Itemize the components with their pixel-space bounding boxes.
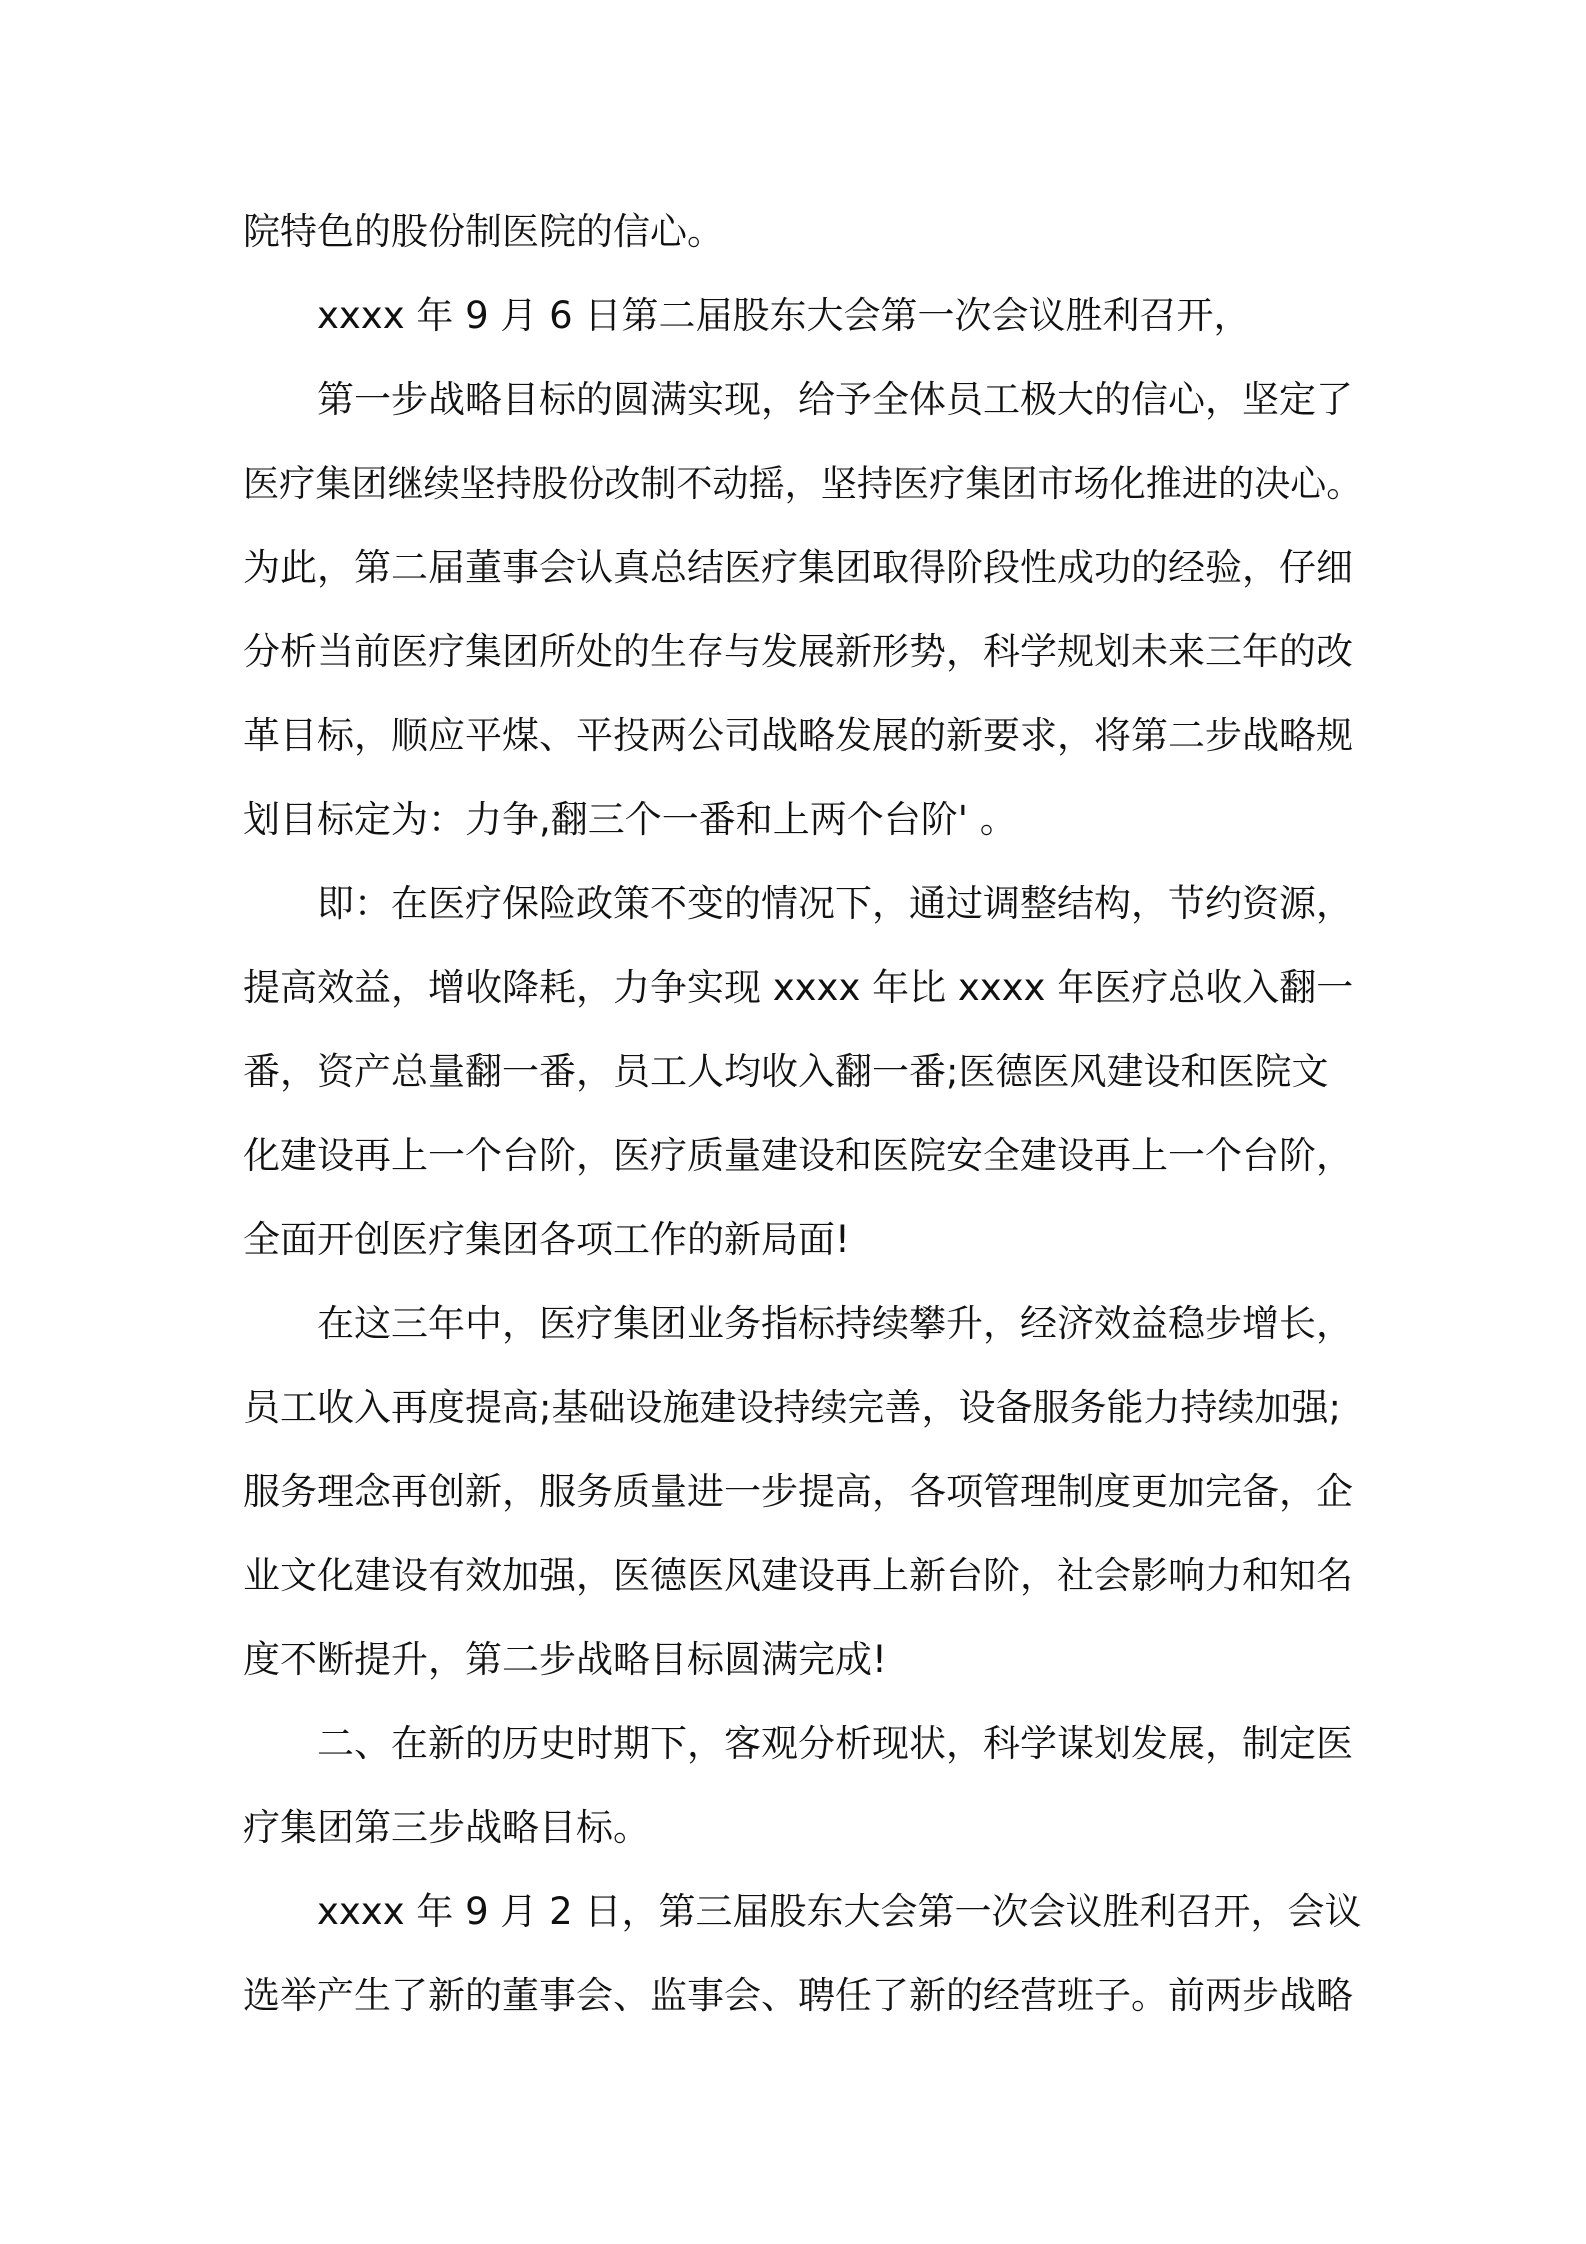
- text-line: xxxx 年 9 月 6 日第二届股东大会第一次会议胜利召开，: [317, 294, 1251, 337]
- text-line: 即：在医疗保险政策不变的情况下，通过调整结构，节约资源，: [317, 882, 1353, 925]
- text-line: 业文化建设有效加强，医德医风建设再上新台阶，社会影响力和知名: [243, 1554, 1353, 1597]
- text-line: 番，资产总量翻一番，员工人均收入翻一番;医德医风建设和医院文: [243, 1050, 1329, 1093]
- text-line: 员工收入再度提高;基础设施建设持续完善，设备服务能力持续加强;: [243, 1386, 1341, 1429]
- text-line: 全面开创医疗集团各项工作的新局面!: [243, 1218, 850, 1261]
- text-line: 第一步战略目标的圆满实现，给予全体员工极大的信心，坚定了: [317, 378, 1353, 421]
- text-line: 医疗集团继续坚持股份改制不动摇，坚持医疗集团市场化推进的决心。: [243, 462, 1363, 505]
- text-line: 服务理念再创新，服务质量进一步提高，各项管理制度更加完备，企: [243, 1470, 1353, 1513]
- text-line: 化建设再上一个台阶，医疗质量建设和医院安全建设再上一个台阶，: [243, 1134, 1353, 1177]
- text-line: 划目标定为：力争,翻三个一番和上两个台阶' 。: [243, 798, 1017, 841]
- text-line: 疗集团第三步战略目标。: [243, 1806, 650, 1849]
- text-line: 度不断提升，第二步战略目标圆满完成!: [243, 1638, 887, 1681]
- text-line: 革目标，顺应平煤、平投两公司战略发展的新要求，将第二步战略规: [243, 714, 1353, 757]
- text-line: 院特色的股份制医院的信心。: [243, 210, 724, 253]
- text-line: 为此，第二届董事会认真总结医疗集团取得阶段性成功的经验，仔细: [243, 546, 1353, 589]
- text-line: 在这三年中，医疗集团业务指标持续攀升，经济效益稳步增长，: [317, 1302, 1353, 1345]
- text-line: 提高效益，增收降耗，力争实现 xxxx 年比 xxxx 年医疗总收入翻一: [243, 966, 1354, 1009]
- text-line: 选举产生了新的董事会、监事会、聘任了新的经营班子。前两步战略: [243, 1974, 1353, 2017]
- document-body: [243, 190, 1363, 2038]
- text-line: 二、在新的历史时期下，客观分析现状，科学谋划发展，制定医: [317, 1722, 1353, 1765]
- text-line: 分析当前医疗集团所处的生存与发展新形势，科学规划未来三年的改: [243, 630, 1353, 673]
- text-line: xxxx 年 9 月 2 日，第三届股东大会第一次会议胜利召开，会议: [317, 1890, 1362, 1933]
